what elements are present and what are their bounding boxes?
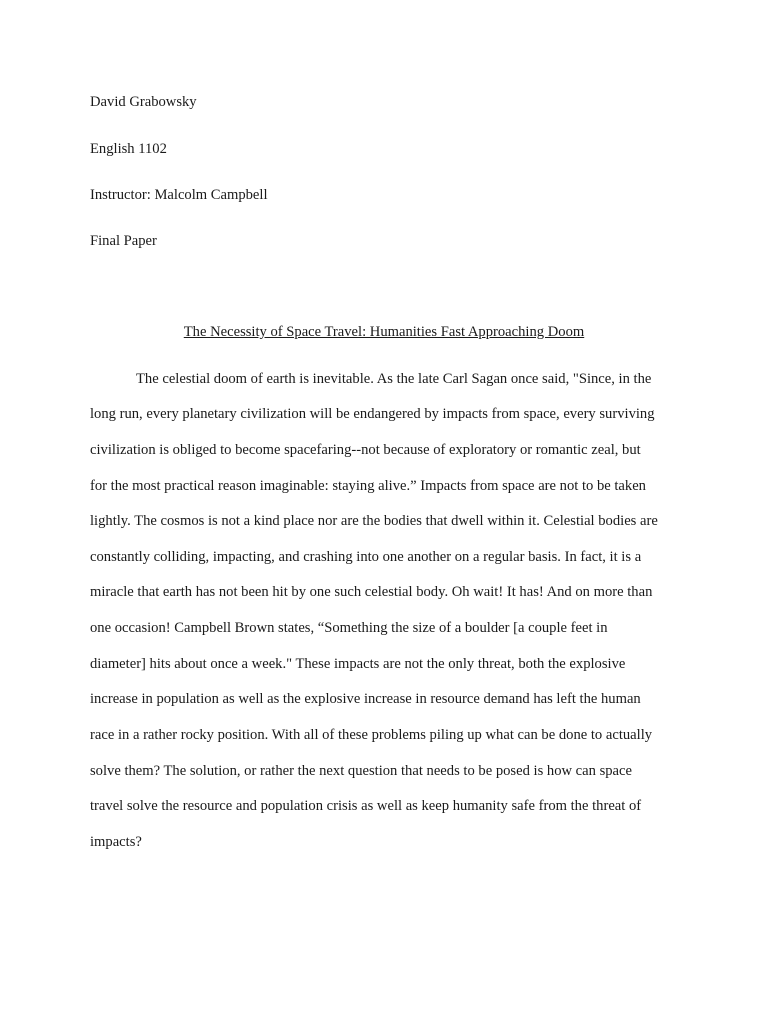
paragraph-line: diameter] hits about once a week." These impacts are not the only threat, both the explosive: [90, 656, 626, 672]
paragraph-line: solve them? The solution, or rather the next question that needs to be posed is how can space: [90, 763, 632, 779]
assignment-name: Final Paper: [90, 233, 157, 249]
course-name: English 1102: [90, 141, 167, 157]
paragraph-line: The celestial doom of earth is inevitable. As the late Carl Sagan once said, "Since, in the: [136, 371, 652, 387]
paragraph-line: constantly colliding, impacting, and crashing into one another on a regular basis. In fact, it is a: [90, 549, 642, 565]
instructor-name: Instructor: Malcolm Campbell: [90, 187, 268, 203]
paragraph-line: travel solve the resource and population crisis as well as keep humanity safe from the threat of: [90, 798, 642, 814]
paragraph-line: one occasion! Campbell Brown states, “Something the size of a boulder [a couple feet in: [90, 620, 608, 636]
author-name: David Grabowsky: [90, 94, 197, 110]
paper-title: The Necessity of Space Travel: Humanities Fast Approaching Doom: [183, 324, 585, 340]
paragraph-line: impacts?: [90, 834, 142, 850]
paragraph-line: civilization is obliged to become spacefaring--not because of exploratory or romantic zeal, but: [90, 442, 641, 458]
paragraph-line: increase in population as well as the explosive increase in resource demand has left the human: [90, 691, 641, 707]
paragraph-line: miracle that earth has not been hit by one such celestial body. Oh wait! It has! And on more than: [90, 584, 653, 600]
paragraph-line: race in a rather rocky position. With all of these problems piling up what can be done to actually: [90, 727, 653, 743]
paragraph-line: for the most practical reason imaginable: staying alive.” Impacts from space are not to be taken: [90, 478, 646, 494]
paragraph-line: lightly. The cosmos is not a kind place nor are the bodies that dwell within it. Celestial bodies are: [90, 513, 658, 529]
paragraph-line: long run, every planetary civilization will be endangered by impacts from space, every surviving: [90, 406, 655, 422]
